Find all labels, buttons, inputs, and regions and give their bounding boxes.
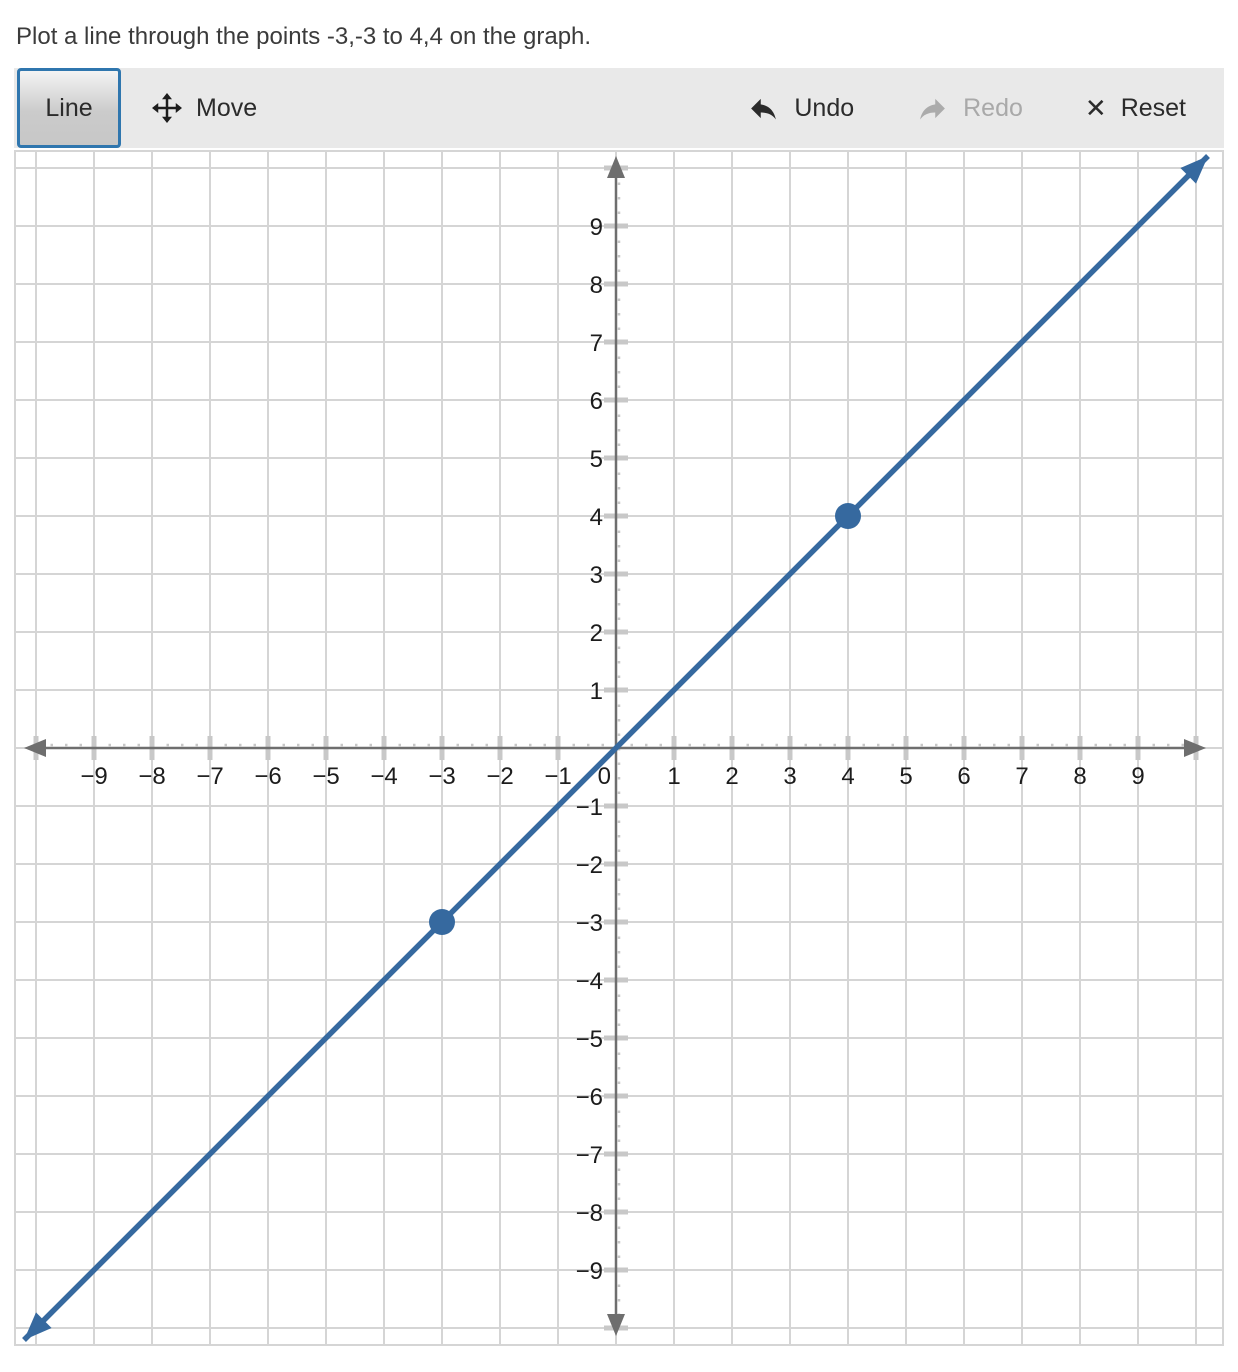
svg-text:−9: −9 [80,763,108,790]
svg-text:−8: −8 [138,763,166,790]
svg-text:−2: −2 [575,852,603,879]
redo-label: Redo [963,93,1023,122]
reset-label: Reset [1120,93,1186,122]
svg-text:4: 4 [841,763,855,790]
svg-text:7: 7 [589,330,603,357]
svg-text:−2: −2 [486,763,514,790]
svg-text:4: 4 [589,504,603,531]
svg-text:8: 8 [589,272,603,299]
history-controls [747,92,1224,125]
svg-text:9: 9 [589,214,603,241]
line-tool-button[interactable] [17,68,121,148]
svg-text:9: 9 [1131,763,1145,790]
redo-arrow-icon [916,92,949,125]
svg-text:−4: −4 [575,968,603,995]
svg-text:−9: −9 [575,1258,603,1285]
svg-text:0: 0 [597,763,611,790]
move-tool-label: Move [196,93,258,122]
svg-text:8: 8 [1073,763,1087,790]
svg-text:−7: −7 [196,763,224,790]
svg-text:−4: −4 [370,763,398,790]
svg-text:−5: −5 [312,763,340,790]
svg-text:−3: −3 [575,910,603,937]
svg-text:6: 6 [589,388,603,415]
svg-text:−6: −6 [575,1084,603,1111]
svg-text:−5: −5 [575,1026,603,1053]
svg-text:−3: −3 [428,763,456,790]
graph-plot-area[interactable] [14,150,1224,1346]
move-tool-button[interactable] [152,93,257,123]
svg-text:−7: −7 [575,1142,603,1169]
redo-button[interactable] [916,92,1023,125]
line-tool-label: Line [45,93,93,122]
undo-label: Undo [794,93,855,122]
svg-text:2: 2 [589,620,603,647]
svg-text:1: 1 [589,678,603,705]
svg-text:5: 5 [589,446,603,473]
undo-button[interactable] [747,92,854,125]
svg-text:5: 5 [899,763,913,790]
toolbar [14,68,1224,148]
svg-text:3: 3 [589,562,603,589]
move-icon [152,93,182,123]
svg-text:−1: −1 [575,794,603,821]
x-icon: ✕ [1084,93,1107,123]
svg-text:2: 2 [725,763,739,790]
svg-text:3: 3 [783,763,797,790]
coordinate-grid[interactable] [14,150,1224,1346]
svg-text:−6: −6 [254,763,282,790]
svg-text:1: 1 [667,763,681,790]
svg-text:7: 7 [1015,763,1029,790]
svg-text:−1: −1 [544,763,572,790]
svg-text:6: 6 [957,763,971,790]
undo-arrow-icon [747,92,780,125]
instruction-text: Plot a line through the points -3,-3 to 4,4 on the graph. [16,23,592,50]
svg-text:−8: −8 [575,1200,603,1227]
reset-button[interactable] [1085,94,1186,123]
